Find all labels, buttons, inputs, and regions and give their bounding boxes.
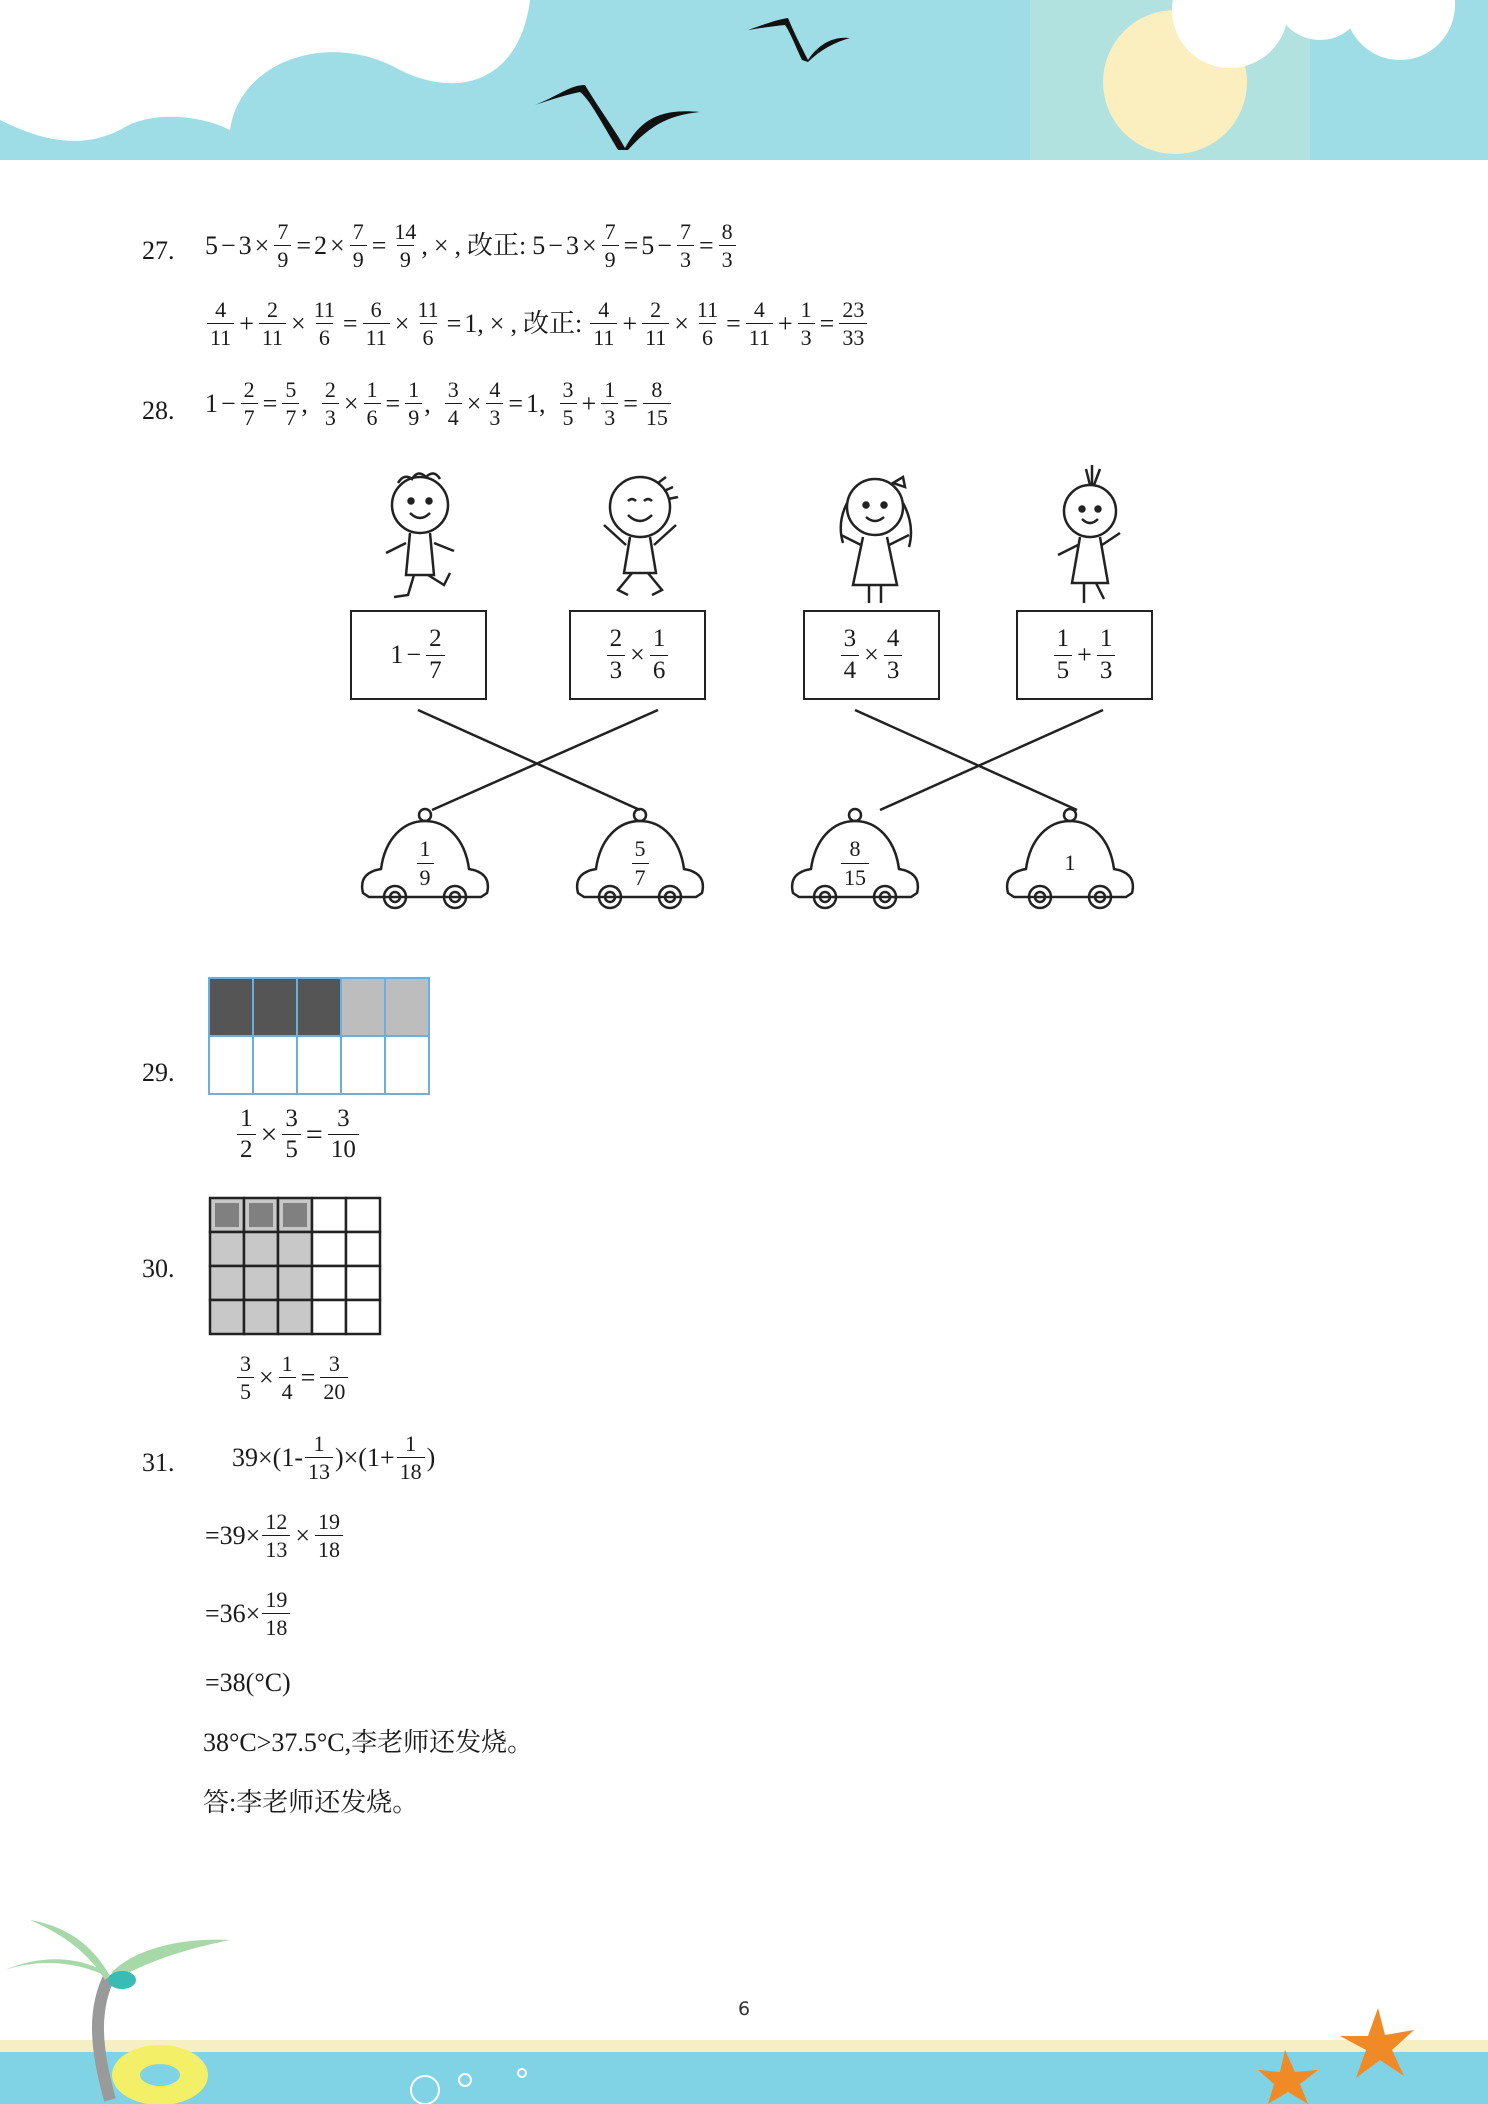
question-number: 31. xyxy=(142,1448,175,1477)
grid-cell xyxy=(278,1266,312,1300)
q27-line-2: $\frac{4}{11}$ + $\frac{2}{11}$ × $\frac{11}{6}$ = $\frac{6}{11}$ × $\frac{11}{6}$ = 1 , × , 改正: $\frac{4}{11}$ + $\frac{2}{11}$ × $\frac{11}{6}$ = $\frac{4}{11}$ + $\frac{1}{3}$ = $\frac{23}{33}$ xyxy=(205,298,869,349)
grid-cell xyxy=(244,1232,278,1266)
expression-box: $\frac{3}{4}$ × $\frac{4}{3}$ xyxy=(803,610,940,700)
q29-equation: $\frac{1}{2}$ × $\frac{3}{5}$ = $\frac{3}{10}$ xyxy=(235,1106,361,1164)
fraction-grid-q29 xyxy=(208,977,434,1099)
car-label: $\frac{8}{15}$ xyxy=(815,832,895,894)
q30-equation: $\frac{3}{5}$ × $\frac{1}{4}$ = $\frac{3}{20}$ xyxy=(235,1352,350,1403)
grid-cell xyxy=(346,1266,380,1300)
grid-cell xyxy=(312,1300,346,1334)
q31-line-3: =36× $\frac{19}{18}$ xyxy=(205,1588,292,1639)
grid-cell xyxy=(312,1232,346,1266)
match-line xyxy=(880,710,1103,810)
match-line xyxy=(855,710,1077,810)
header-decoration xyxy=(0,0,1488,170)
grid-cell xyxy=(253,1036,297,1094)
grid-cell xyxy=(209,1036,253,1094)
grid-cell-shaded xyxy=(283,1203,307,1227)
grid-cell-shaded xyxy=(215,1203,239,1227)
car-label: $\frac{5}{7}$ xyxy=(600,832,680,894)
grid-cell xyxy=(210,1232,244,1266)
grid-cell xyxy=(253,978,297,1036)
kid-icon xyxy=(604,477,678,595)
grid-cell xyxy=(278,1232,312,1266)
expression-box: $\frac{1}{5}$ + $\frac{1}{3}$ xyxy=(1016,610,1153,700)
grid-cell xyxy=(210,1266,244,1300)
question-number: 28. xyxy=(142,396,175,425)
footer-decoration xyxy=(0,1900,1488,2104)
car-label: 1 xyxy=(1064,850,1076,875)
question-number: 27. xyxy=(142,236,175,265)
q31-line-2: =39× $\frac{12}{13}$ × $\frac{19}{18}$ xyxy=(205,1510,345,1561)
question-number: 30. xyxy=(142,1254,175,1283)
grid-cell xyxy=(346,1232,380,1266)
match-line xyxy=(418,710,640,810)
grid-cell xyxy=(346,1300,380,1334)
question-number: 29. xyxy=(142,1058,175,1087)
expression-box: 1 − $\frac{2}{7}$ xyxy=(350,610,487,700)
palm-tree-icon xyxy=(98,1975,110,2100)
q31-answer: 答:李老师还发烧。 xyxy=(203,1788,419,1817)
grid-cell xyxy=(297,1036,341,1094)
grid-cell xyxy=(385,1036,429,1094)
page-number: 6 xyxy=(738,1998,751,2020)
grid-cell xyxy=(312,1198,346,1232)
grid-cell xyxy=(312,1266,346,1300)
grid-cell xyxy=(346,1198,380,1232)
grid-cell xyxy=(244,1300,278,1334)
q31-line-4: =38(°C) xyxy=(205,1668,291,1697)
car-label: $\frac{1}{9}$ xyxy=(385,832,465,894)
grid-cell xyxy=(210,1300,244,1334)
kid-icon xyxy=(386,473,454,597)
grid-cell xyxy=(341,1036,385,1094)
grid-cell xyxy=(244,1266,278,1300)
grid-cell-shaded xyxy=(249,1203,273,1227)
grid-cell xyxy=(278,1300,312,1334)
q28-line: 1 − $\frac{2}{7}$ = $\frac{5}{7}$ , $\frac{2}{3}$ × $\frac{1}{6}$ = $\frac{1}{9}$ , $\frac{3}{4}$ × $\frac{4}{3}$ = 1 , $\frac{3}{5}$ + $\frac{1}{3}$ = $\frac{8}{15}$ xyxy=(205,378,673,429)
q31-line-5: 38°C>37.5°C,李老师还发烧。 xyxy=(203,1728,534,1757)
grid-cell xyxy=(209,978,253,1036)
expression-box: $\frac{2}{3}$ × $\frac{1}{6}$ xyxy=(569,610,706,700)
fraction-grid-q30 xyxy=(208,1196,384,1338)
grid-cell xyxy=(341,978,385,1036)
match-line xyxy=(432,710,658,810)
kid-icon xyxy=(841,477,911,603)
kid-icon xyxy=(1058,465,1120,603)
q27-line-1: 5 − 3 × $\frac{7}{9}$ = 2 × $\frac{7}{9}$ = $\frac{14}{9}$ , × , 改正: 5 − 3 × $\frac{7}{9}$ = 5 − $\frac{7}{3}$ = $\frac{8}{3}$ xyxy=(205,220,738,271)
grid-cell xyxy=(385,978,429,1036)
q31-line-1: 39×(1- $\frac{1}{13}$ )×(1+ $\frac{1}{18}$ ) xyxy=(232,1431,436,1485)
grid-cell xyxy=(297,978,341,1036)
